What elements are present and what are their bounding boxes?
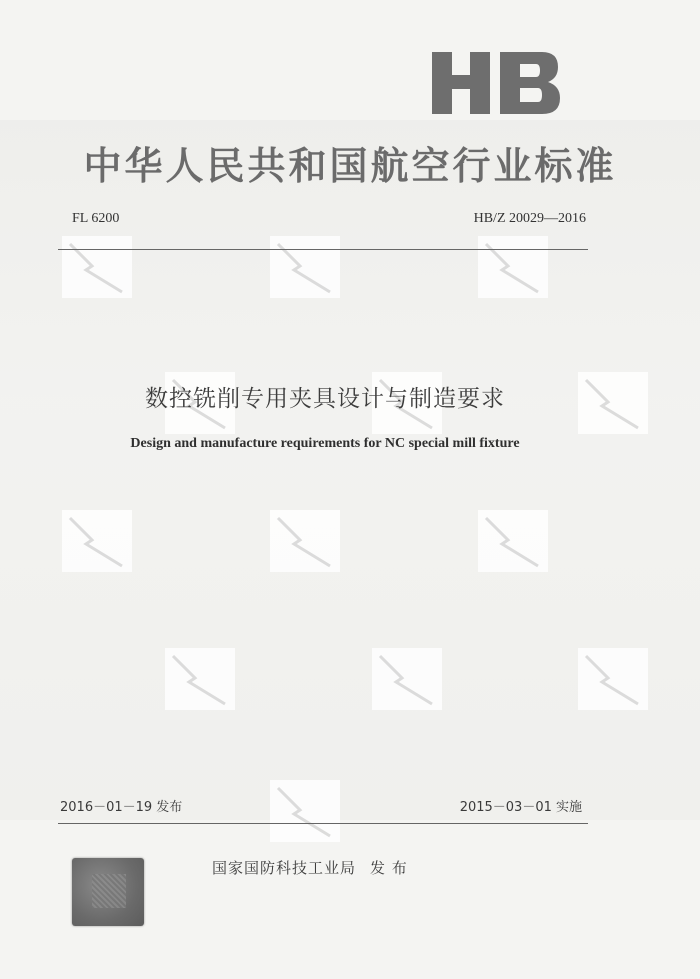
implementation-date: 2015－03－01 实施 — [459, 800, 582, 815]
watermark-tile — [372, 648, 442, 710]
watermark-tile — [270, 236, 340, 298]
publisher-name: 国家国防科技工业局 — [212, 859, 357, 877]
hb-logo — [432, 52, 560, 114]
publisher — [212, 857, 408, 878]
watermark-tile — [578, 648, 648, 710]
watermark-tile — [165, 648, 235, 710]
document-title-cn: 数控铣削专用夹具设计与制造要求 — [145, 386, 505, 412]
standard-number: HB/Z 20029—2016 — [473, 211, 586, 226]
standard-title: 中华人民共和国航空行业标准 — [83, 144, 617, 188]
document-title-en: Design and manufacture requirements for NC special mill fixture — [130, 436, 520, 451]
anti-counterfeit-sticker — [72, 858, 144, 926]
issue-date: 2016－01－19 发布 — [60, 800, 183, 815]
watermark-tile — [62, 236, 132, 298]
watermark-tile — [270, 780, 340, 842]
watermark-tile — [478, 510, 548, 572]
watermark-tile — [62, 510, 132, 572]
watermark-tile — [270, 510, 340, 572]
publish-label: 发 布 — [370, 859, 408, 877]
bottom-divider — [58, 823, 588, 824]
classification-code: FL 6200 — [72, 211, 120, 226]
watermark-tile — [478, 236, 548, 298]
sticker-pattern — [92, 874, 126, 908]
top-divider — [58, 249, 588, 250]
